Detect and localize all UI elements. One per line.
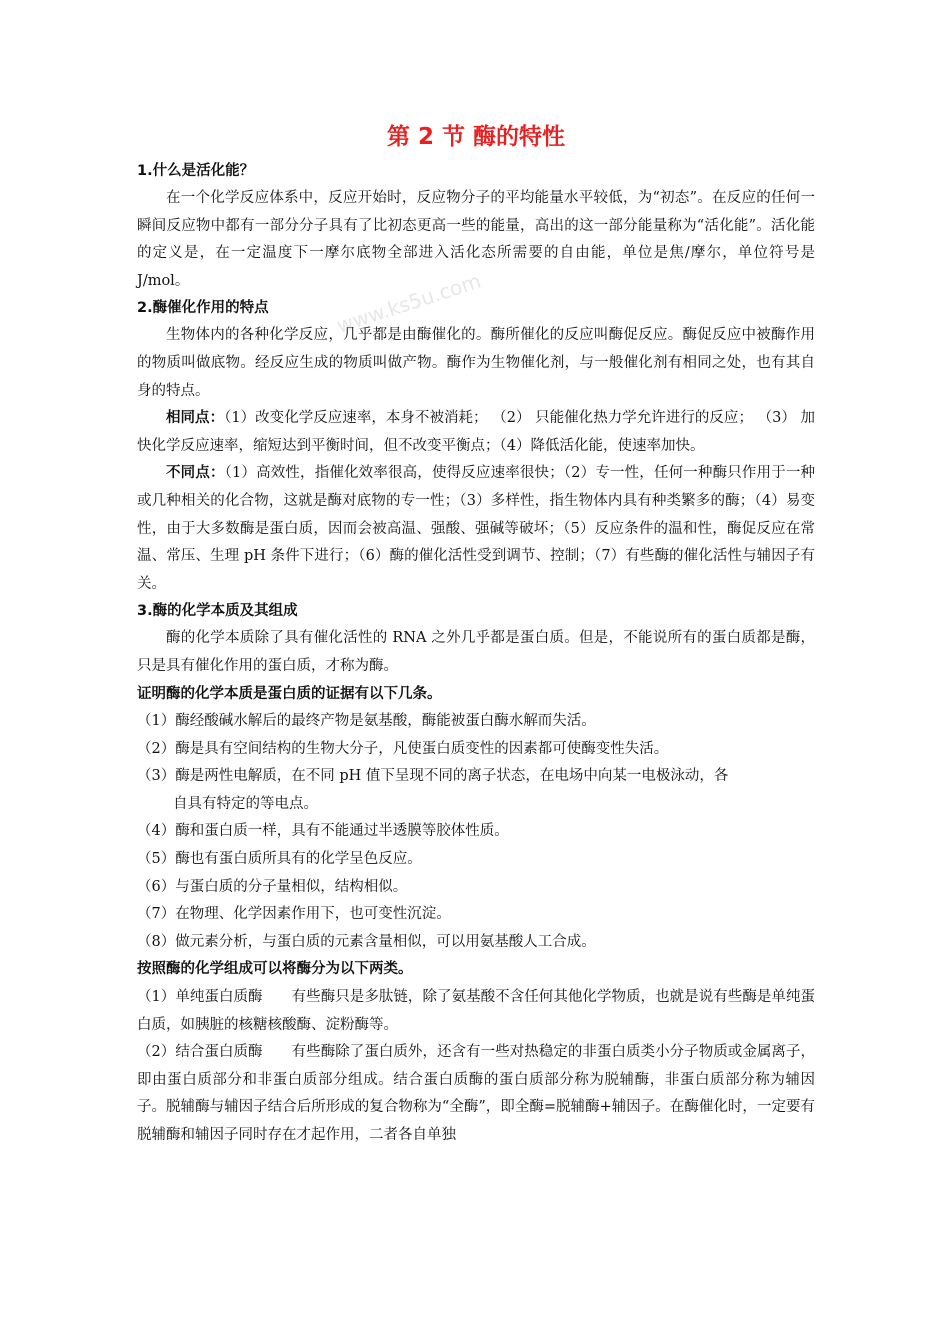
evidence-heading: 证明酶的化学本质是蛋白质的证据有以下几条。 — [137, 685, 442, 702]
list-item-text: 酶和蛋白质一样，具有不能通过半透膜等胶体性质。 — [175, 823, 509, 840]
list-item-number: （5） — [137, 851, 176, 868]
class-1-paragraph — [137, 984, 815, 1039]
section-2-heading: 2.酶催化作用的特点 — [137, 300, 269, 317]
page-title: 第 2 节 酶的特性 — [386, 124, 566, 150]
list-item-text: 酶也有蛋白质所具有的化学呈色反应。 — [175, 851, 422, 868]
section-2-body: 生物体内的各种化学反应，几乎都是由酶催化的。酶所催化的反应叫酶促反应。酶促反应中被酶作用的物质叫做底物。经反应生成的物质叫做产物。酶作为生物催化剂，与一般催化剂有相同之处，也有其自身的特点。 — [137, 327, 815, 399]
same-points-text: （1）改变化学反应速率，本身不被消耗； （2） 只能催化热力学允许进行的反应； （3） 加快化学反应速率，缩短达到平衡时间，但不改变平衡点；（4）降低活化能，使速率加快。 — [137, 410, 816, 454]
watermark: www.ks5u.com — [333, 268, 484, 338]
list-item-text: 在物理、化学因素作用下，也可变性沉淀。 — [175, 906, 451, 923]
list-item-number: （7） — [137, 906, 176, 923]
same-points-label: 相同点： — [166, 410, 225, 427]
list-item-text: 酶是具有空间结构的生物大分子，凡使蛋白质变性的因素都可使酶变性失活。 — [175, 740, 669, 757]
list-item — [137, 736, 815, 764]
list-item — [137, 846, 815, 874]
list-item — [137, 763, 815, 818]
document-page — [137, 118, 815, 1150]
diff-points-label: 不同点： — [166, 465, 225, 482]
class-2-paragraph — [137, 1039, 815, 1149]
list-item-text: 酶经酸碱水解后的最终产物是氨基酸，酶能被蛋白酶水解而失活。 — [175, 713, 596, 730]
list-item — [137, 874, 815, 902]
same-points-paragraph — [137, 405, 815, 460]
list-item-number: （1） — [137, 713, 176, 730]
list-item-text: 做元素分析，与蛋白质的元素含量相似，可以用氨基酸人工合成。 — [175, 933, 596, 950]
list-item-number: （6） — [137, 878, 176, 895]
list-item — [137, 929, 815, 957]
list-item-text: 与蛋白质的分子量相似，结构相似。 — [175, 878, 408, 895]
section-1-heading: 1.什么是活化能？ — [137, 163, 255, 179]
section-1-body: 在一个化学反应体系中，反应开始时，反应物分子的平均能量水平较低，为“初态”。在反应的任何一瞬间反应物中都有一部分分子具有了比初态更高一些的能量，高出的这一部分能量称为“活化能”。活化能的定义是，在一定温度下一摩尔底物全部进入活化态所需要的自由能，单位是焦/摩尔，单位符号是 J/mol。 — [137, 190, 815, 289]
diff-points-paragraph — [137, 460, 815, 598]
list-item-number: （2） — [137, 740, 176, 757]
section-3-body: 酶的化学本质除了具有催化活性的 RNA 之外几乎都是蛋白质。但是，不能说所有的蛋白质都是酶，只是具有催化作用的蛋白质，才称为酶。 — [137, 630, 815, 674]
list-item-text: 酶是两性电解质，在不同 pH 值下呈现不同的离子状态，在电场中向某一电极泳动，各 — [175, 768, 729, 785]
class-2-text: 有些酶除了蛋白质外，还含有一些对热稳定的非蛋白质类小分子物质或金属离子，即由蛋白质部分和非蛋白质部分组成。结合蛋白质酶的蛋白质部分称为脱辅酶，非蛋白质部分称为辅因子。脱辅酶与辅因子结合后所形成的复合物称为“全酶”，即全酶=脱辅酶+辅因子。在酶催化时，一定要有脱辅酶和辅因子同时存在才起作用，二者各自单独 — [137, 1044, 815, 1143]
section-3-heading: 3.酶的化学本质及其组成 — [137, 603, 298, 620]
list-item — [137, 708, 815, 736]
class-2-label: （2）结合蛋白质酶 — [137, 1044, 263, 1061]
diff-points-text: （1）高效性，指催化效率很高，使得反应速率很快；（2）专一性，任何一种酶只作用于一种或几种相关的化合物，这就是酶对底物的专一性；（3）多样性，指生物体内具有种类繁多的酶；（4）易变性，由于大多数酶是蛋白质，因而会被高温、强酸、强碱等破坏；（5）反应条件的温和性，酶促反应在常温、常压、生理 pH 条件下进行；（6）酶的催化活性受到调节、控制；（7）有些酶的催化活性与辅因子有关。 — [137, 465, 816, 592]
classification-heading: 按照酶的化学组成可以将酶分为以下两类。 — [137, 961, 413, 978]
list-item-continuation: 自具有特定的等电点。 — [173, 795, 318, 812]
class-1-label: （1）单纯蛋白质酶 — [137, 989, 263, 1006]
class-1-text: 有些酶只是多肽链，除了氨基酸不含任何其他化学物质，也就是说有些酶是单纯蛋白质，如胰脏的核糖核酸酶、淀粉酶等。 — [137, 989, 815, 1033]
list-item — [137, 818, 815, 846]
list-item — [137, 901, 815, 929]
list-item-number: （8） — [137, 933, 176, 950]
list-item-number: （4） — [137, 823, 176, 840]
list-item-number: （3） — [137, 768, 176, 785]
